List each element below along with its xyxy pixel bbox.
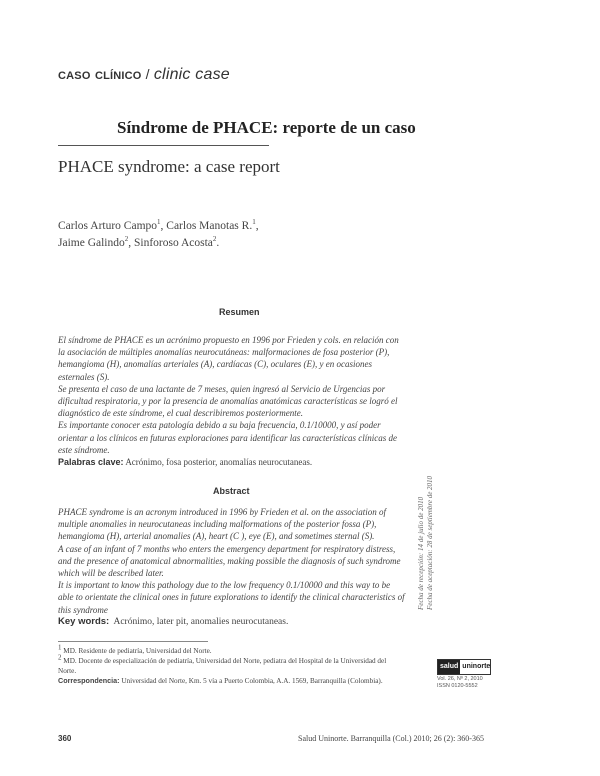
page-number: 360	[58, 734, 72, 743]
accepted-date: Fecha de aceptación: 28 de septiembre de 2010	[426, 475, 434, 610]
author-name: Jaime Galindo	[58, 237, 125, 249]
title-es-prefix: Síndrome de	[117, 118, 214, 137]
section-label	[58, 66, 230, 84]
author-affiliation-mark: 1	[252, 218, 256, 227]
author-affiliation-mark: 2	[212, 235, 217, 244]
correspondence-text: Universidad del Norte, Km. 5 vía a Puerto Colombia, A.A. 1569, Barranquilla (Colombia).	[121, 677, 383, 685]
abstract-paragraph-2: A case of an infant of 7 months who enters the emergency department for respiratory distress, and the presence of anatomical abnormalities, making possible the diagnosis of such syndrome which will be described later.	[58, 543, 401, 579]
abstract-paragraph-3: It is important to know this pathology due to the low frequency 0.1/10000 and this way to be able to orientate the clinical ones in future explorations to identify the clinical characteristics of this syndrome	[58, 580, 405, 615]
footnote-2-mark: 2	[58, 653, 62, 662]
author-name: , Carlos Manotas R.	[160, 220, 253, 232]
correspondence-label: Correspondencia:	[58, 676, 120, 685]
footnote-1-mark: 1	[58, 643, 62, 652]
title-divider	[58, 145, 269, 146]
title-es-suffix: : reporte de un caso	[272, 118, 416, 137]
resumen-paragraph-2: Se presenta el caso de una lactante de 7 meses, quien ingresó al Servicio de Urgencias por dificultad respiratoria, y por la presencia de anomalías anatómicas características se logró el diagnóstico de este síndrome, el cual describiremos posteriormente.	[58, 383, 398, 419]
journal-issn: ISSN 0120-5552	[437, 683, 478, 689]
author-list	[58, 218, 259, 252]
resumen-keywords	[58, 456, 406, 468]
abstract-heading: Abstract	[213, 486, 250, 496]
footnotes	[58, 643, 406, 686]
author-punct: .	[216, 237, 220, 249]
abstract-paragraph-1: PHACE syndrome is an acronym introduced in 1996 by Frieden et al. on the association of multiple anomalies in neurocutaneas including malformations of the posterior fossa (P), hemangioma (H), arterial anomalies (A), heart (C ), eye (E), and sometimes sternal (S).	[58, 507, 386, 542]
footnote-1	[58, 643, 406, 656]
journal-citation: Salud Uninorte. Barranquilla (Col.) 2010; 26 (2): 360-365	[298, 734, 484, 743]
footnote-2	[58, 653, 406, 676]
article-title-es	[117, 118, 416, 138]
abstract-keywords-label: Key words:	[58, 616, 110, 627]
title-es-acronym: PHACE	[213, 118, 273, 137]
journal-volume: Vol. 26, Nº 2, 2010	[437, 676, 483, 682]
received-date: Fecha de recepción: 14 de julio de 2010	[417, 496, 425, 610]
abstract-keywords	[58, 616, 288, 627]
author-name: , Sinforoso Acosta	[128, 237, 213, 249]
section-separator: /	[145, 66, 150, 82]
abstract-keywords-text: Acrónimo, later pit, anomalies neurocutaneas.	[113, 617, 289, 627]
journal-meta	[437, 676, 483, 690]
footnote-divider	[58, 641, 208, 642]
section-label-en: clinic case	[153, 66, 230, 83]
article-dates	[417, 476, 435, 610]
journal-logo	[437, 659, 491, 675]
author-line-2	[58, 235, 259, 252]
author-affiliation-mark: 1	[157, 218, 161, 227]
abstract-body	[58, 506, 406, 616]
footnote-1-text: MD. Residente de pediatría, Universidad del Norte.	[63, 647, 212, 655]
section-label-es: caso clínico	[58, 66, 142, 83]
author-name: Carlos Arturo Campo	[58, 220, 158, 232]
resumen-paragraph-3: Es importante conocer esta patología debido a su baja frecuencia, 0.1/10000, y así poder orientar a los clínicos en futuras exploraciones para identificar las características clínicas de este síndrome.	[58, 420, 397, 455]
footnote-2-text: MD. Docente de especialización de pediatría, Universidad del Norte, pediatra del Hospital de la Universidad del Norte.	[58, 657, 387, 675]
resumen-heading: Resumen	[219, 307, 260, 317]
resumen-body	[58, 334, 406, 468]
resumen-keywords-label: Palabras clave:	[58, 457, 124, 468]
correspondence	[58, 676, 406, 686]
journal-logo-part2: uninorte	[462, 663, 491, 670]
author-affiliation-mark: 2	[124, 235, 129, 244]
journal-logo-part1: salud	[438, 660, 460, 674]
author-punct: ,	[255, 220, 259, 232]
article-title-en: PHACE syndrome: a case report	[58, 157, 280, 176]
author-line-1	[58, 218, 259, 235]
resumen-paragraph-1: El síndrome de PHACE es un acrónimo propuesto en 1996 por Frieden y cols. en relación con la asociación de múltiples anomalías neurocutáneas: malformaciones de fosa posterior (P), hemangioma (H), anomalías arteriales (A), cardíacas (C), oculares (E), y en ocasiones esternales (S).	[58, 335, 399, 382]
resumen-keywords-text: Acrónimo, fosa posterior, anomalías neurocutaneas.	[125, 457, 313, 468]
